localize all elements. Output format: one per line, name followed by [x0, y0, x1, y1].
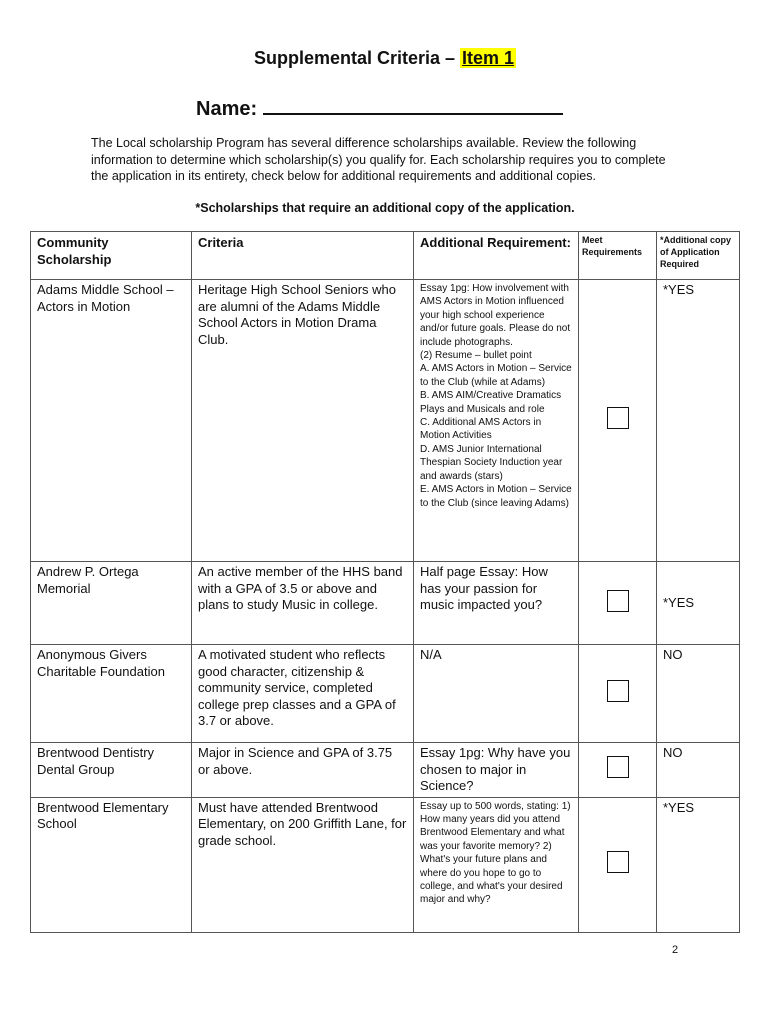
- row-requirement-text: Essay 1pg: How involvement with AMS Actors in Motion influenced your high school experience and/or future goals. Please do not include photographs. (2) Resume – bullet point A. AMS Actors in Motion – Service to the Club (while at Adams) B. AMS AIM/Creative Dramatics Plays and Musicals and role C. Additional AMS Actors in Motion Activities D. AMS Junior International Thespian Society Induction year and awards (stars) E. AMS Actors in Motion – Service to the Club (since leaving Adams): [420, 283, 572, 509]
- additional-copy-note: *Scholarships that require an additional copy of the application.: [195, 201, 575, 215]
- scholarship-table: [30, 231, 740, 933]
- row-requirement: Essay up to 500 words, stating: 1) How many years did you attend Brentwood Elementary and what was your favorite memory? 2) What's your future plans and where do you hope to go to college, and what's your desired major and why?: [414, 797, 579, 932]
- header-additional-requirement: Additional Requirement:: [414, 232, 579, 280]
- name-label: Name:: [196, 98, 258, 120]
- title-prefix: Supplemental Criteria –: [253, 48, 461, 68]
- row-community: Brentwood Elementary School: [31, 797, 192, 932]
- meet-requirements-checkbox[interactable]: [607, 756, 629, 778]
- meet-requirements-checkbox[interactable]: [607, 590, 629, 612]
- meet-requirements-checkbox[interactable]: [607, 851, 629, 873]
- name-blank-line[interactable]: [263, 95, 563, 115]
- meet-requirements-checkbox[interactable]: [607, 407, 629, 429]
- row-meet-cell: [579, 562, 657, 645]
- row-criteria: An active member of the HHS band with a GPA of 3.5 or above and plans to study Music in college.: [192, 562, 414, 645]
- row-meet-cell: [579, 797, 657, 932]
- row-requirement: N/A: [414, 645, 579, 743]
- header-meet-requirements: Meet Requirements: [579, 232, 657, 280]
- row-requirement: Essay 1pg: Why have you chosen to major in Science?: [414, 743, 579, 798]
- page-number: 2: [672, 944, 679, 956]
- table-row: [31, 743, 740, 798]
- row-criteria: Heritage High School Seniors who are alumni of the Adams Middle School Actors in Motion Drama Club.: [192, 280, 414, 562]
- row-requirement: [414, 280, 579, 562]
- intro-paragraph: The Local scholarship Program has several difference scholarships available. Review the following information to determine which scholarship(s) you qualify for. Each scholarship requires you to complete the application in its entirety, check below for additional requirements and additional copies.: [91, 136, 666, 183]
- row-additional-copy: *YES: [657, 562, 740, 645]
- row-community: Anonymous Givers Charitable Foundation: [31, 645, 192, 743]
- table-header-row: [31, 232, 740, 280]
- table-row: [31, 280, 740, 562]
- row-criteria: A motivated student who reflects good character, citizenship & community service, completed college prep classes and a GPA of 3.7 or above.: [192, 645, 414, 743]
- row-additional-copy: NO: [657, 645, 740, 743]
- row-community: Andrew P. Ortega Memorial: [31, 562, 192, 645]
- table-row: [31, 645, 740, 743]
- meet-requirements-checkbox[interactable]: [607, 680, 629, 702]
- row-criteria: Must have attended Brentwood Elementary, on 200 Griffith Lane, for grade school.: [192, 797, 414, 932]
- row-requirement: Half page Essay: How has your passion for music impacted you?: [414, 562, 579, 645]
- row-additional-copy: *YES: [657, 280, 740, 562]
- row-meet-cell: [579, 280, 657, 562]
- row-meet-cell: [579, 645, 657, 743]
- page-title: [0, 48, 770, 69]
- table-row: [31, 797, 740, 932]
- row-additional-copy: *YES: [657, 797, 740, 932]
- row-criteria: Major in Science and GPA of 3.75 or above.: [192, 743, 414, 798]
- row-community: Brentwood Dentistry Dental Group: [31, 743, 192, 798]
- name-field-row: [196, 95, 563, 121]
- header-criteria: Criteria: [192, 232, 414, 280]
- header-additional-copy: *Additional copy of Application Required: [657, 232, 740, 280]
- row-additional-copy: NO: [657, 743, 740, 798]
- table-row: [31, 562, 740, 645]
- header-community-scholarship: Community Scholarship: [31, 232, 192, 280]
- title-highlight: Item 1: [462, 48, 515, 68]
- row-community: Adams Middle School – Actors in Motion: [31, 280, 192, 562]
- row-meet-cell: [579, 743, 657, 798]
